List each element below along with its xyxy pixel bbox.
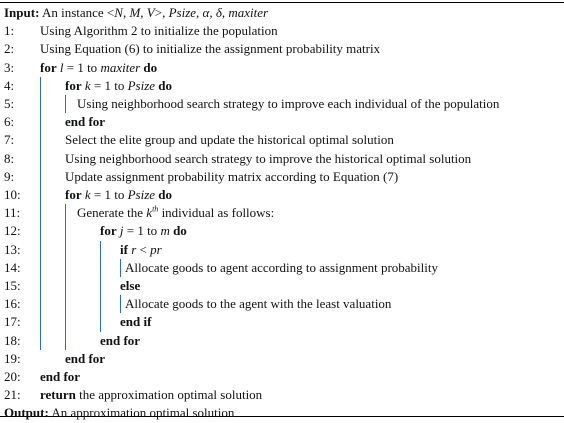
keyword: else (120, 278, 141, 293)
line-number: 19: (4, 350, 21, 366)
keyword: do (169, 223, 187, 239)
keyword: do (155, 77, 173, 93)
indent-guide (120, 259, 121, 277)
variable: Psize (127, 77, 156, 93)
input-tuple: N, M, V (114, 5, 155, 20)
variable: maxiter (100, 59, 141, 75)
variable: k (146, 205, 153, 221)
top-rule (0, 2, 564, 3)
keyword: do (140, 59, 158, 75)
line-number: 1: (4, 23, 15, 39)
variable: m (160, 223, 170, 239)
keyword: end for (65, 114, 106, 130)
variable: r (131, 241, 137, 257)
line-number: 17: (4, 314, 21, 330)
line-number: 16: (4, 296, 21, 312)
indent-guide (120, 295, 121, 313)
line-number: 6: (4, 114, 15, 130)
keyword: for (100, 223, 117, 239)
line-text: Select the elite group and update the historical optimal solution (65, 132, 394, 148)
variable: l (59, 59, 64, 75)
indent-guide (65, 95, 66, 113)
variable: pr (150, 241, 162, 257)
variable: k (84, 77, 91, 93)
indent-guide (100, 241, 101, 332)
keyword: for (65, 187, 82, 202)
line-number: 13: (4, 241, 21, 257)
input-label: Input: (4, 5, 40, 20)
indent-guide (65, 204, 66, 350)
line-number: 8: (4, 150, 15, 166)
input-params: Psize, α, δ, maxiter (168, 5, 269, 20)
line-text: Allocate goods to agent according to assignment probability (125, 259, 439, 275)
keyword: end if (120, 314, 152, 330)
line-number: 21: (4, 387, 21, 403)
line-number: 2: (4, 41, 15, 57)
algorithm-block: Input: An instance <N, M, V>, Psize, α, δ, maxiter 1: Using Algorithm 2 to initialize the population 2: Using Equation (6) to initialize the assignment probability matrix 3: for l = 1 to maxiter do 4: for k = 1 to Psize do 5: Using neighborhood search strategy to improve each individual of the population 6: end for 7: Select the elite group and update the historical optimal solution 8: Using neighborhood search strategy to improve the historical optimal solution 9: Update assignment probability matrix according to Equation (7) 10: for k = 1 to Psize do 11: Generate the $k^{th}$ individual as follows: 12: for j = 1 to m do 13: if r < pr 14: Allocate goods to agent according to assignment probability 15: else 16: Allocate goods to the agent with the least valuation 17: end if 18: end for 19: end for 20: end for 21: return the approximation optimal solution Output: An approximation optimal solution (0, 0, 564, 418)
input-pre: An instance < (39, 5, 115, 20)
keyword: for (65, 77, 82, 93)
keyword: do (155, 187, 173, 202)
line-text: Using Algorithm 2 to initialize the population (40, 23, 278, 39)
line-number: 18: (4, 332, 21, 348)
keyword: end for (65, 350, 106, 366)
output-text: An approximation optimal solution (48, 405, 235, 421)
keyword: return (40, 387, 76, 403)
keyword: end for (40, 369, 81, 384)
line-text: Update assignment probability matrix according to Equation (7) (65, 168, 399, 184)
keyword: for (40, 59, 57, 75)
line-number: 9: (4, 168, 15, 184)
line-number: 7: (4, 132, 15, 148)
indent-guide (40, 77, 41, 350)
superscript: th (152, 204, 159, 214)
line-number: 20: (4, 369, 21, 384)
keyword: if (120, 241, 128, 257)
variable: j (119, 223, 124, 239)
line-number: 5: (4, 96, 15, 111)
output-label: Output: (4, 405, 49, 421)
line-number: 12: (4, 223, 21, 239)
keyword: end for (100, 332, 141, 348)
line-text: Using neighborhood search strategy to improve each individual of the population (77, 96, 500, 111)
line-number: 4: (4, 77, 15, 93)
line-number: 3: (4, 59, 15, 75)
line-number: 14: (4, 259, 21, 275)
line-text: Using Equation (6) to initialize the assignment probability matrix (40, 41, 381, 57)
line-text: Using neighborhood search strategy to improve the historical optimal solution (65, 150, 472, 166)
input-post: >, (154, 5, 169, 20)
line-text: Allocate goods to the agent with the least valuation (125, 296, 392, 312)
line-number: 15: (4, 278, 21, 293)
variable: k (84, 187, 91, 202)
line-number: 11: (4, 205, 21, 221)
variable: Psize (127, 187, 156, 202)
line-number: 10: (4, 187, 21, 202)
